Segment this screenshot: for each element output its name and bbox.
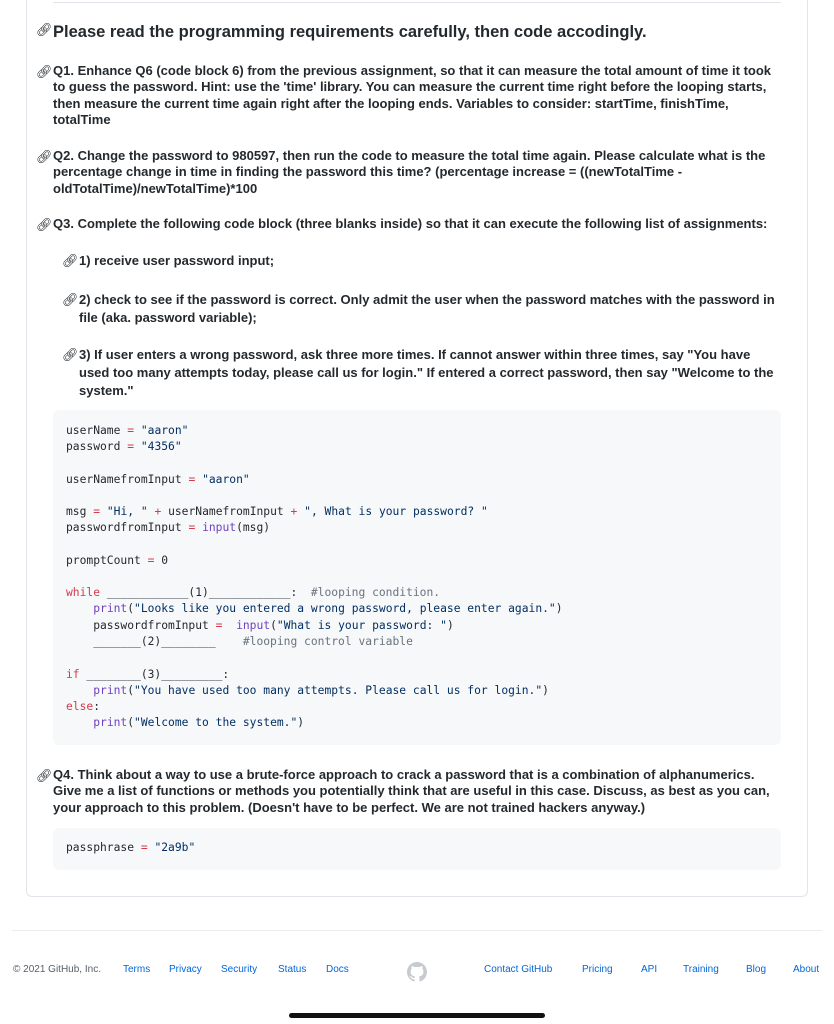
- heading-text: Please read the programming requirements carefully, then code accodingly.: [53, 23, 647, 41]
- footer-link-docs[interactable]: Docs: [326, 964, 349, 975]
- code-line: passwordfromInput = input(msg): [66, 521, 271, 534]
- heading-text: 3) If user enters a wrong password, ask three more times. If cannot answer within three times, say "You have used too many attempts today, please call us for login." If entered a correct password, then say "Welcome to the system.": [79, 347, 774, 398]
- footer-link-privacy[interactable]: Privacy: [169, 964, 202, 975]
- link-icon[interactable]: 🔗︎: [62, 253, 79, 268]
- code-line: passwordfromInput = input("What is your password: "): [66, 619, 454, 632]
- heading-text: 2) check to see if the password is correct. Only admit the user when the password matches with the password in file (aka. password variable);: [79, 292, 775, 325]
- home-indicator[interactable]: [289, 1013, 545, 1018]
- heading-text: Q1. Enhance Q6 (code block 6) from the previous assignment, so that it can measure the total amount of time it took to guess the password. Hint: use the 'time' library. You can measure the current time right before the looping starts, then measure the current time again right after the looping ends. Variables to consider: startTime, finishTime, totalTime: [53, 63, 772, 127]
- heading-text: Q4. Think about a way to use a brute-force approach to crack a password that is a combination of alphanumerics. Give me a list of functions or methods you potentially think that are useful in this case. Discuss, as best as you can, your approach to this problem. (Doesn't have to be perfect. We are not trained hackers anyway.): [53, 767, 770, 815]
- footer-link-api[interactable]: API: [641, 964, 658, 975]
- copyright: © 2021 GitHub, Inc.: [13, 964, 101, 975]
- link-icon[interactable]: 🔗︎: [62, 347, 79, 362]
- heading-q3-item-2: [62, 291, 784, 327]
- github-icon[interactable]: [407, 962, 427, 982]
- heading-q3-item-1: [62, 252, 784, 270]
- code-line: print("Looks like you entered a wrong password, please enter again."): [93, 602, 563, 615]
- code-line: if ________(3)_________:: [66, 668, 230, 681]
- heading-q3-item-3: [62, 346, 784, 400]
- footer-link-training[interactable]: Training: [683, 964, 719, 975]
- heading-q2: [36, 148, 776, 197]
- link-icon[interactable]: 🔗︎: [36, 64, 53, 79]
- code-line: userNamefromInput = "aaron": [66, 473, 250, 486]
- footer-link-security[interactable]: Security: [221, 964, 258, 975]
- heading-text: Q3. Complete the following code block (three blanks inside) so that it can execute the following list of assignments:: [53, 216, 768, 231]
- heading-q3: [36, 216, 776, 233]
- footer-link-contact[interactable]: Contact GitHub: [484, 964, 553, 975]
- heading-q1: [36, 63, 776, 128]
- footer-link-status[interactable]: Status: [278, 964, 307, 975]
- link-icon[interactable]: 🔗︎: [36, 768, 53, 783]
- code-line: passphrase = "2a9b": [66, 841, 196, 854]
- code-block-passphrase[interactable]: [53, 828, 781, 870]
- footer-link-terms[interactable]: Terms: [123, 964, 151, 975]
- heading-q4: [36, 767, 776, 816]
- footer-link-blog[interactable]: Blog: [746, 964, 767, 975]
- heading-text: 1) receive user password input;: [79, 253, 275, 268]
- divider: [53, 2, 781, 3]
- code-line: else:: [66, 700, 101, 713]
- code-line: while ____________(1)____________: #looping condition.: [66, 586, 441, 599]
- footer-link-pricing[interactable]: Pricing: [582, 964, 613, 975]
- footer-divider: [12, 930, 822, 931]
- code-line: userName = "aaron": [66, 424, 189, 437]
- code-line: msg = "Hi, " + userNamefromInput + ", What is your password? ": [66, 505, 488, 518]
- heading-text: Q2. Change the password to 980597, then run the code to measure the total time again. Please calculate what is the percentage change in time in finding the password this time? (percentage increase = ((newTotalTime - oldTotalTime)/newTotalTime)*100: [53, 148, 766, 196]
- code-line: password = "4356": [66, 440, 182, 453]
- code-line: _______(2)________ #looping control variable: [66, 635, 413, 648]
- code-line: promptCount = 0: [66, 554, 169, 567]
- code-line: print("Welcome to the system."): [93, 716, 305, 729]
- link-icon[interactable]: 🔗︎: [36, 22, 53, 37]
- code-line: print("You have used too many attempts. Please call us for login."): [93, 684, 549, 697]
- code-block-password[interactable]: [53, 410, 781, 745]
- footer-link-about[interactable]: About: [793, 964, 820, 975]
- link-icon[interactable]: 🔗︎: [62, 292, 79, 307]
- link-icon[interactable]: 🔗︎: [36, 149, 53, 164]
- heading-instructions: [36, 21, 647, 43]
- link-icon[interactable]: 🔗︎: [36, 217, 53, 232]
